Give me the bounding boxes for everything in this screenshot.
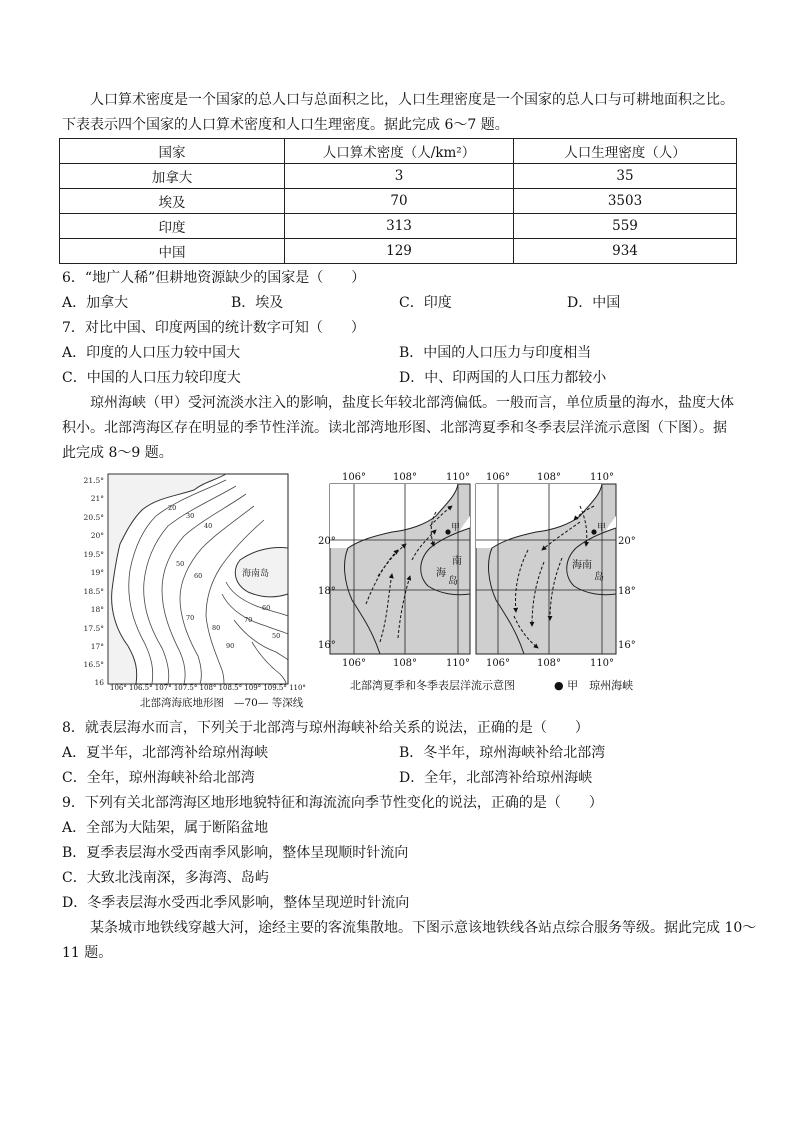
contour-label: 60 — [262, 604, 271, 612]
point-label: 甲 — [597, 523, 607, 533]
island-label: 海南岛 — [242, 569, 270, 579]
contour-label: 40 — [204, 522, 213, 530]
answer-option: A．夏半年，北部湾补给琼州海峡 — [62, 745, 269, 761]
map-y-tick: 18° — [618, 586, 636, 597]
contour-label: 50 — [176, 560, 185, 568]
intro-line: 人口算术密度是一个国家的总人口与总面积之比，人口生理密度是一个国家的总人口与可耕地面积之比。 — [90, 92, 734, 108]
contour-label: 30 — [186, 512, 195, 520]
contour-label: 80 — [212, 624, 221, 632]
island-label: 岛 — [448, 576, 458, 587]
answer-option: C．印度 — [399, 295, 452, 311]
answer-option: B．中国的人口压力与印度相当 — [399, 345, 592, 361]
island-label: 南 — [452, 556, 462, 567]
map-y-tick: 16° — [318, 640, 336, 651]
intro-line: 某条城市地铁线穿越大河，途经主要的客流集散地。下图示意该地铁线各站点综合服务等级。据此完成 10～ — [90, 920, 757, 936]
y-tick: 17° — [90, 642, 104, 651]
intro-line: 下表表示四个国家的人口算术密度和人口生理密度。据此完成 6～7 题。 — [62, 117, 509, 133]
map-x-tick: 106° — [485, 658, 511, 669]
table-row — [60, 164, 737, 189]
map-x-tick: 106° — [485, 472, 511, 483]
intro-line: 积小。北部湾海区存在明显的季节性洋流。读北部湾地形图、北部湾夏季和冬季表层洋流示意图（下图）。据 — [62, 420, 727, 436]
table-row — [60, 239, 737, 264]
intro-line: 琼州海峡（甲）受河流淡水注入的影响，盐度长年较北部湾偏低。一般而言，单位质量的海水，盐度大体 — [90, 395, 734, 411]
table-cell: 559 — [514, 214, 737, 239]
x-axis-ticks — [110, 684, 306, 692]
map-y-tick: 16° — [618, 640, 636, 651]
y-tick: 16 — [94, 678, 104, 687]
seabed-topography-map — [76, 470, 304, 692]
figure-caption: 北部湾海底地形图 — [140, 697, 224, 709]
y-tick: 19.5° — [83, 550, 104, 559]
answer-option: B．冬半年，琼州海峡补给北部湾 — [399, 745, 606, 761]
map-x-tick: 108° — [536, 658, 562, 669]
map-x-tick: 106° — [341, 472, 367, 483]
table-header: 人口生理密度（人） — [514, 139, 737, 164]
x-tick: 106.5° — [129, 684, 153, 692]
x-tick: 108° — [199, 684, 217, 692]
table-header: 国家 — [60, 139, 285, 164]
table-cell: 129 — [285, 239, 514, 264]
table-cell: 埃及 — [60, 189, 285, 214]
figure-caption: 北部湾夏季和冬季表层洋流示意图 — [350, 679, 515, 692]
table-cell: 934 — [514, 239, 737, 264]
x-tick: 108.5° — [218, 684, 243, 692]
y-tick: 17.5° — [83, 624, 104, 633]
x-tick: 106° — [110, 684, 127, 692]
y-tick: 20° — [90, 531, 104, 540]
y-tick: 18° — [90, 605, 104, 614]
table-cell: 35 — [514, 164, 737, 189]
contour-label: 70 — [244, 616, 253, 624]
x-tick: 107.5° — [173, 684, 198, 692]
contour-legend: —70— 等深线 — [234, 697, 304, 709]
table-cell: 70 — [285, 189, 514, 214]
answer-option: C．中国的人口压力较印度大 — [62, 370, 241, 386]
table-header: 人口算术密度（人/km²） — [285, 139, 514, 164]
island-label: 岛 — [594, 572, 604, 583]
table-cell: 中国 — [60, 239, 285, 264]
answer-option: D．中国 — [567, 295, 621, 311]
table-cell: 313 — [285, 214, 514, 239]
answer-option: B．夏季表层海水受西南季风影响，整体呈现顺时针流向 — [62, 845, 409, 861]
table-cell: 3503 — [514, 189, 737, 214]
answer-option: A．加拿大 — [62, 295, 129, 311]
x-tick: 107° — [154, 684, 172, 692]
table-row — [60, 189, 737, 214]
map-x-tick: 110° — [589, 472, 615, 483]
x-tick: 109.5° — [263, 684, 287, 692]
map-y-tick: 18° — [318, 586, 336, 597]
density-table — [59, 138, 737, 264]
y-tick: 21.5° — [83, 476, 104, 485]
map-x-tick: 106° — [341, 658, 367, 669]
y-tick: 18.5° — [83, 587, 104, 596]
island-label: 海南 — [572, 560, 592, 571]
answer-option: D．中、印两国的人口压力都较小 — [399, 370, 607, 386]
intro-line: 此完成 8～9 题。 — [62, 445, 173, 461]
table-cell: 3 — [285, 164, 514, 189]
contour-label: 20 — [168, 504, 177, 512]
map-x-tick: 110° — [589, 658, 615, 669]
answer-option: C．大致北浅南深，多海湾、岛屿 — [62, 870, 269, 886]
y-tick: 20.5° — [83, 513, 104, 522]
answer-option: A．印度的人口压力较中国大 — [62, 345, 241, 361]
map-x-tick: 108° — [392, 658, 418, 669]
table-cell: 加拿大 — [60, 164, 285, 189]
question-stem: 7．对比中国、印度两国的统计数字可知（ ） — [62, 320, 365, 336]
contour-label: 50 — [272, 632, 281, 640]
table-header-row — [60, 139, 737, 164]
map-x-tick: 108° — [536, 472, 562, 483]
answer-option: B．埃及 — [231, 295, 284, 311]
x-tick: 110° — [289, 684, 306, 692]
map-x-tick: 108° — [392, 472, 418, 483]
table-row — [60, 214, 737, 239]
question-stem: 6．“地广人稀”但耕地资源缺少的国家是（ ） — [62, 270, 366, 286]
answer-option: A．全部为大陆架，属于断陷盆地 — [62, 820, 269, 836]
answer-option: D．冬季表层海水受西北季风影响，整体呈现逆时针流向 — [62, 895, 410, 911]
answer-option: C．全年，琼州海峡补给北部湾 — [62, 770, 255, 786]
y-tick: 16.5° — [83, 660, 104, 669]
y-tick: 21° — [90, 494, 104, 503]
question-stem: 8．就表层海水而言，下列关于北部湾与琼州海峡补给关系的说法，正确的是（ ） — [62, 720, 589, 736]
map-legend: ● 甲 琼州海峡 — [554, 679, 634, 692]
x-tick: 109° — [244, 684, 262, 692]
y-tick: 19° — [90, 568, 104, 577]
contour-label: 70 — [186, 614, 195, 622]
point-label: 甲 — [451, 523, 461, 533]
question-stem: 9．下列有关北部湾海区地形地貌特征和海流流向季节性变化的说法，正确的是（ ） — [62, 795, 603, 811]
contour-label: 60 — [194, 572, 203, 580]
map-y-tick: 20° — [318, 536, 336, 547]
map-x-tick: 110° — [445, 472, 471, 483]
map-x-tick: 110° — [445, 658, 471, 669]
contour-label: 90 — [226, 642, 235, 650]
table-cell: 印度 — [60, 214, 285, 239]
map-y-tick: 20° — [618, 536, 636, 547]
island-label: 海 — [436, 568, 446, 579]
answer-option: D．全年，北部湾补给琼州海峡 — [399, 770, 593, 786]
intro-line: 11 题。 — [62, 945, 113, 961]
current-maps — [318, 466, 636, 670]
